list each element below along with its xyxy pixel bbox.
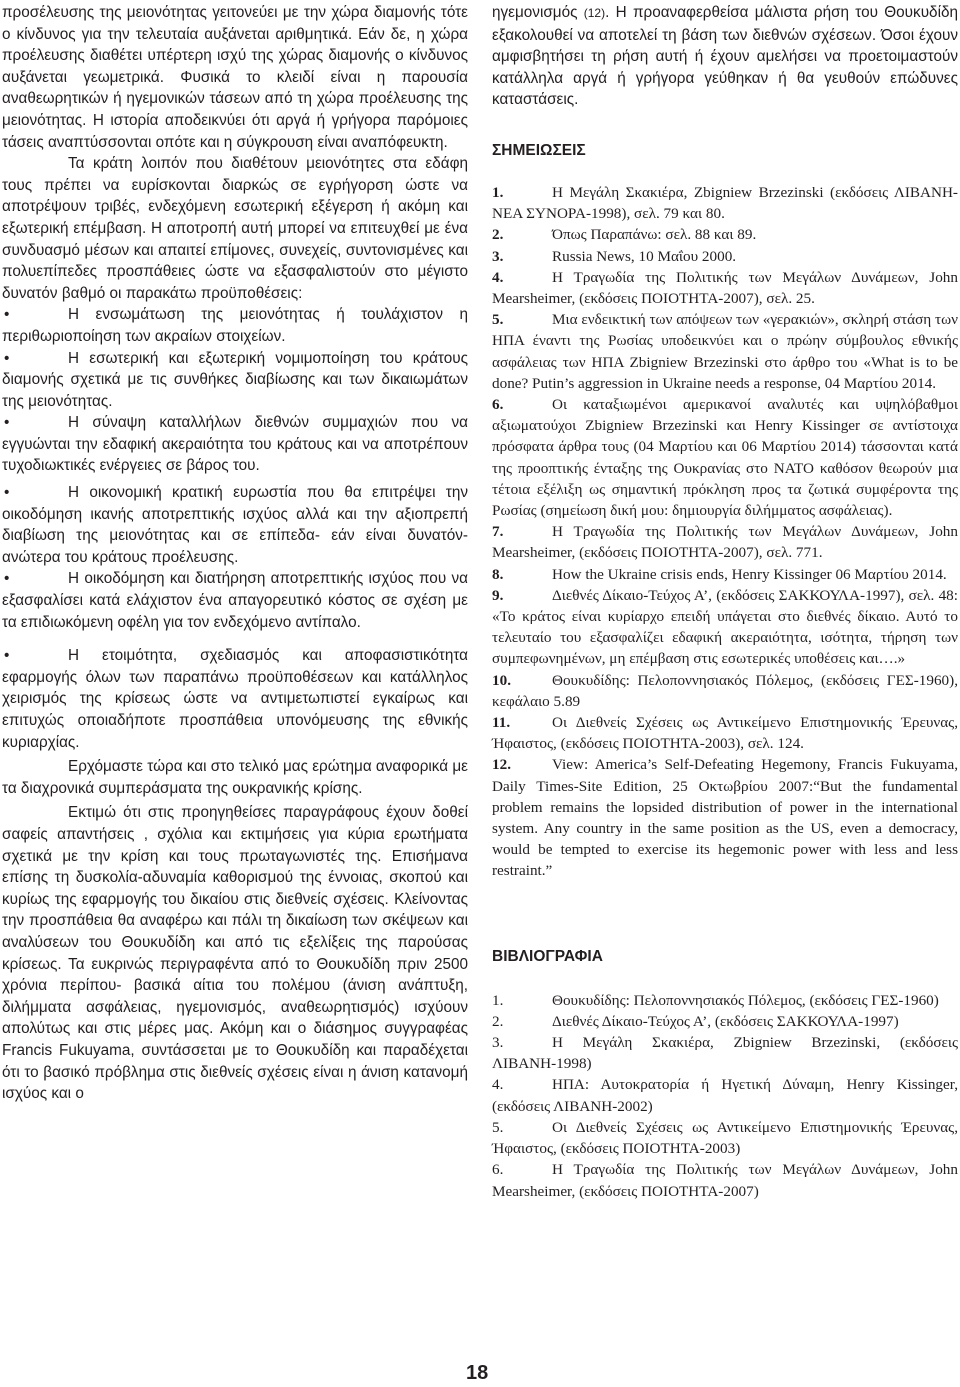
note-item: 5. Μια ενδεικτική των απόψεων των «γερακιών», σκληρή στάση των ΗΠΑ έναντι της Ρωσίας υποδεικνύει και ο πρώην σύμβουλος εθνικής ασφάλειας των ΗΠΑ Zbigniew Brzezinski στο άρθρο του «What is to be done? Putin’s aggression in Ukraine needs a response, 04 Μαρτίου 2014. (492, 311, 958, 392)
bibliography-item: 4. ΗΠΑ: Αυτοκρατορία ή Ηγετική Δύναμη, Henry Kissinger, (εκδόσεις ΛΙΒΑΝΗ-2002) (492, 1076, 958, 1115)
bullet-icon: • (4, 647, 10, 665)
right-column (492, 2, 958, 1202)
bullet-icon: • (4, 414, 10, 432)
body-paragraph: ηγεμονισμός (12). Η προαναφερθείσα μάλιστα ρήση του Θουκυδίδη εξακολουθεί να αποτελεί τη βάση των διεθνών σχέσεων. Όσοι έχουν αμφισβητήσει τη ρήση αυτή ή έχουν αμελήσει να προετοιμαστούν κατάλληλα αργά ή γρήγορα γεύθηκαν ή θα γευθούν επώδυνες καταστάσεις. (492, 4, 958, 109)
note-item: 12. View: America’s Self-Defeating Hegemony, Francis Fukuyama, Daily Times-Site Edition, 25 Οκτωβρίου 2007:“But the fundamental problem remains the lopsided distribution of power in the international system. Any country in the same position as the US, even a democracy, would be tempted to exercise its hegemonic power with less and less restraint.” (492, 756, 958, 880)
bullet-icon: • (4, 349, 10, 367)
bibliography-list (492, 990, 958, 1202)
bullet-icon: • (4, 570, 10, 588)
note-item: 7. Η Τραγωδία της Πολιτικής των Μεγάλων Δυνάμεων, John Mearsheimer, (εκδόσεις ΠΟΙΟΤΗΤΑ-2007), σελ. 771. (492, 523, 958, 562)
note-item: 11. Οι Διεθνείς Σχέσεις ως Αντικείμενο Επιστημονικής Έρευνας, Ήφαιστος, (εκδόσεις ΠΟΙΟΤΗΤΑ-2003), σελ. 124. (492, 714, 958, 753)
bibliography-item: 2. Διεθνές Δίκαιο-Τεύχος Α’, (εκδόσεις ΣΑΚΚΟΥΛΑ-1997) (492, 1012, 899, 1030)
bullet-item: • Η ενσωμάτωση της μειονότητας ή τουλάχιστον η περιθωριοποίηση των ακραίων στοιχείων. (2, 306, 468, 345)
footnote-ref: (12) (583, 6, 606, 20)
note-item: 9. Διεθνές Δίκαιο-Τεύχος Α’, (εκδόσεις ΣΑΚΚΟΥΛΑ-1997), σελ. 48: «Το κράτος είναι κυρίαρχο επειδή υπάγεται στο διεθνές δίκαιο. Αυτό το τελευταίο του εξασφαλίζει εδαφική ακεραιότητα, ισότητα, τήρηση των συμπεφωνημένων, μη επέμβαση στις εσωτερικές υποθέσεις και….» (492, 586, 958, 668)
note-item: 10. Θουκυδίδης: Πελοποννησιακός Πόλεμος, (εκδόσεις ΓΕΣ-1960), κεφάλαιο 5.89 (492, 671, 958, 710)
note-item: 2. Όπως Παραπάνω: σελ. 88 και 89. (492, 226, 757, 244)
body-paragraph: Ερχόμαστε τώρα και στο τελικό μας ερώτημα αναφορικά με τα διαχρονικά συμπεράσματα της ουκρανικής κρίσης. (2, 758, 468, 797)
bullet-icon: • (4, 484, 10, 502)
note-item: 4. Η Τραγωδία της Πολιτικής των Μεγάλων Δυνάμεων, John Mearsheimer, (εκδόσεις ΠΟΙΟΤΗΤΑ-2007), σελ. 25. (492, 268, 958, 307)
body-paragraph: προσέλευσης της μειονότητας γειτονεύει με την χώρα διαμονής τότε ο κίνδυνος για την τελευταία αυξάνεται αριθμητικά. Εάν δε, η χώρα προέλευσης διαθέτει υπέρτερη ισχύ της χώρας διαμονής ο κίνδυνος αυξάνεται γεωμετρικά. Φυσικά το κλειδί είναι η παρουσία αναθεωρητικών ή ηγεμονικών τάσεων από τη χώρα προέλευσης της μειονότητας. Η ιστορία αποδεικνύει ότι αργά ή γρήγορα παρόμοιες τάσεις αναπτύσσονται οπότε και η σύγκρουση είναι αναπόφευκτη. (2, 4, 468, 151)
bibliography-item: 1. Θουκυδίδης: Πελοποννησιακός Πόλεμος, (εκδόσεις ΓΕΣ-1960) (492, 991, 939, 1009)
page-number: 18 (466, 1362, 489, 1384)
note-item: 8. How the Ukraine crisis ends, Henry Kissinger 06 Μαρτίου 2014. (492, 565, 947, 583)
bullet-item: • Η σύναψη καταλλήλων διεθνών συμμαχιών που να εγγυώνται την εδαφική ακεραιότητα του κράτους και να αποτρέπουν τυχοδιωκτικές ενέργειες σε βάρος του. (2, 414, 468, 475)
bullet-item: • Η εσωτερική και εξωτερική νομιμοποίηση του κράτους διαμονής σχετικά με τις συνθήκες διαβίωσης και των δικαιωμάτων της μειονότητας. (2, 349, 468, 410)
bibliography-item: 5. Οι Διεθνείς Σχέσεις ως Αντικείμενο Επιστημονικής Έρευνας, Ήφαιστος, (εκδόσεις ΠΟΙΟΤΗΤΑ-2003) (492, 1118, 958, 1158)
bibliography-heading: ΒΙΒΛΙΟΓΡΑΦΙΑ (492, 947, 603, 965)
note-item: 3. Russia News, 10 Μαΐου 2000. (492, 247, 737, 265)
bibliography-item: 6. Η Τραγωδία της Πολιτικής των Μεγάλων Δυνάμεων, John Mearsheimer, (εκδόσεις ΠΟΙΟΤΗΤΑ-2007) (492, 1161, 958, 1200)
bullet-item: • Η οικοδόμηση και διατήρηση αποτρεπτικής ισχύος που να εξασφαλίσει κατά ελάχιστον ένα απαγορευτικό κόστος σε σχέση με τα επιδιωκόμενη οφέλη για τον ενδεχόμενο αντίπαλο. (2, 570, 468, 631)
notes-list (492, 182, 958, 882)
bibliography-item: 3. Η Μεγάλη Σκακιέρα, Zbigniew Brzezinski, (εκδόσεις ΛΙΒΑΝΗ-1998) (492, 1034, 958, 1073)
left-column (2, 2, 468, 1105)
note-item: 6. Οι καταξιωμένοι αμερικανοί αναλυτές και υψηλόβαθμοι αξιωματούχοι Zbigniew Brzezinski και Henry Kissinger σε αντίστοιχα πρόσφατα άρθρα τους (04 Μαρτίου και 06 Μαρτίου 2014) τάσσονται κατά της προοπτικής ένταξης της Ουκρανίας στο ΝΑΤΟ καθόσον θεωρούν μια τέτοια εξέλιξη ως σημαντική πρόκληση προς τα ζωτικά συμφέροντα της Ρωσίας (σημείωση δική μου: δημιουργία διλήμματος ασφάλειας). (492, 396, 958, 520)
bullet-item: • Η ετοιμότητα, σχεδιασμός και αποφασιστικότητα εφαρμογής όλων των παραπάνω προϋποθέσεων και κατάλληλος χειρισμός της κρίσεως ώστε να αντιμετωπιστεί εγκαίρως και επιτυχώς οποιαδήποτε προσπάθεια υπονόμευσης της εθνικής κυριαρχίας. (2, 647, 468, 751)
body-paragraph: Εκτιμώ ότι στις προηγηθείσες παραγράφους έχουν δοθεί σαφείς απαντήσεις , σχόλια και εκτιμήσεις για κύρια ερωτήματα σχετικά με την κρίση και τους πρωταγωνιστές της. Επισήμανα επίσης τη δυσκολία-αδυναμία καθορισμού της έννοιας, σκοπού και κυρίως της εφαρμογής του δικαίου στις διεθνείς σχέσεις. Κλείνοντας την προσπάθεια θα αναφέρω και πάλι τη δικαίωση των σκέψεων και αναλύσεων του Θουκυδίδη και από τις εξελίξεις της παρούσας κρίσεως. Τα ευκρινώς περιγραφέντα από το Θουκυδίδη πριν 2500 χρόνια περίπου- βασικά αίτια του πολέμου (άνιση ανάπτυξη, διλήμματα ασφάλειας, ηγεμονισμός, αναθεωρητισμός) ισχύουν απολύτως και στις μέρες μας. Ακόμη και ο διάσημος συγγραφέας Francis Fukuyama, συντάσσεται με το Θουκυδίδη και παραδέχεται ότι το βασικό πρόβλημα στις διεθνείς σχέσεις είναι η άνιση κατανομή ισχύος και ο (2, 804, 468, 1103)
notes-heading: ΣΗΜΕΙΩΣΕΙΣ (492, 141, 586, 159)
bullet-icon: • (4, 306, 10, 324)
body-paragraph: Τα κράτη λοιπόν που διαθέτουν μειονότητες στα εδάφη τους πρέπει να ευρίσκονται διαρκώς σε εγρήγορση ώστε να αποτρέψουν τριβές, ενδεχόμενη εσωτερική εξέγερση ή ακόμη και εξωτερική επέμβαση. Η αποτροπή αυτή μπορεί να επιτευχθεί με ένα συνδυασμό μέσων και απαιτεί επίμονες, συνεχείς, συντονισμένες και πολυεπίπεδες προσπάθειες ώστε να εξασφαλιστούν στο μέγιστο δυνατόν βαθμό οι παρακάτω προϋποθέσεις: (2, 155, 468, 302)
note-item: 1. Η Μεγάλη Σκακιέρα, Zbigniew Brzezinski (εκδόσεις ΛΙΒΑΝΗ-ΝΕΑ ΣΥΝΟΡΑ-1998), σελ. 79 και 80. (492, 183, 958, 223)
bullet-item: • Η οικονομική κρατική ευρωστία που θα επιτρέψει την οικοδόμηση ικανής αποτρεπτικής ισχύος αλλά και την αξιοπρεπή διαβίωση της μειονότητας και σε επίπεδα- εάν είναι δυνατόν- ανώτερα του κράτους προέλευσης. (2, 484, 468, 566)
